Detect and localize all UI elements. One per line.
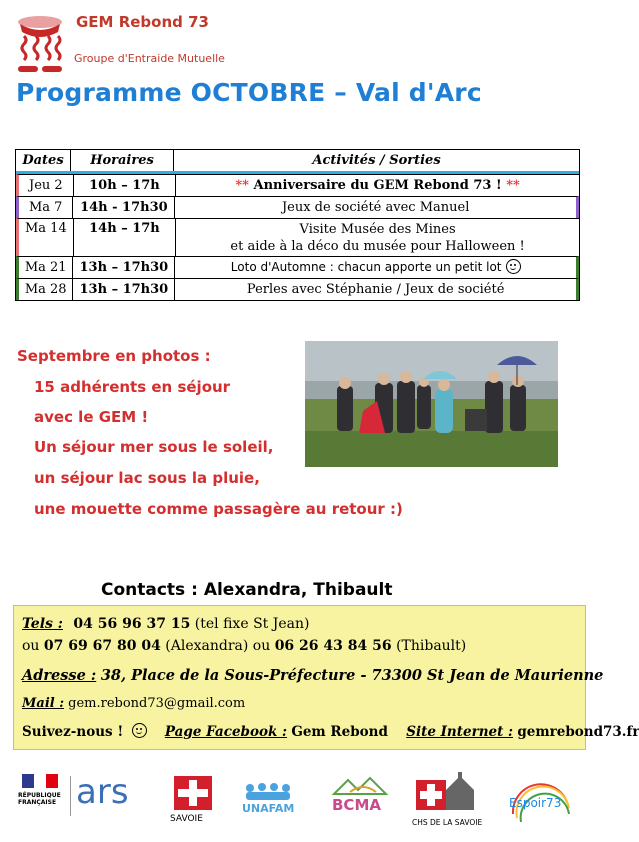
row-date: Ma 21 <box>24 260 67 275</box>
mail-label: Mail : <box>22 696 65 711</box>
row-hours: 13h – 17h30 <box>72 279 174 300</box>
follow-text: Suivez-nous ! <box>22 724 124 740</box>
address-line <box>22 667 603 684</box>
table-row <box>16 196 579 218</box>
phone-2[interactable]: 07 69 67 80 04 <box>43 638 161 654</box>
phone-1-note: (tel fixe St Jean) <box>194 616 310 632</box>
stars-left: ** <box>235 178 249 193</box>
bcma-text: BCMA <box>332 796 381 814</box>
row-hours: 13h – 17h30 <box>72 257 174 278</box>
row-activity <box>174 257 576 278</box>
tels-line <box>22 616 309 632</box>
republique-text-2: FRANÇAISE <box>18 799 57 806</box>
header-hours: Horaires <box>70 150 173 171</box>
chs-savoie-logo <box>410 772 483 830</box>
republique-text-1: RÉPUBLIQUE <box>18 792 61 799</box>
org-name: GEM Rebond 73 <box>76 13 209 31</box>
september-title: Septembre en photos : <box>17 347 211 365</box>
espoir-text: Espoir73 <box>509 796 562 810</box>
smiley-icon <box>132 723 147 738</box>
row-hours: 10h – 17h <box>73 175 175 196</box>
or-text: ou <box>22 638 40 654</box>
group-photo <box>305 341 558 467</box>
republique-francaise-logo <box>18 774 66 826</box>
address-label: Adresse : <box>22 667 97 684</box>
table-row <box>16 278 579 300</box>
unafam-logo <box>238 782 302 826</box>
activity-text: Anniversaire du GEM Rebond 73 ! <box>248 178 507 193</box>
table-row <box>16 174 579 196</box>
facebook-link[interactable]: Gem Rebond <box>291 724 388 740</box>
september-line: un séjour lac sous la pluie, <box>34 469 260 487</box>
september-line: 15 adhérents en séjour <box>34 378 231 396</box>
mail-line <box>22 696 245 711</box>
row-date: Jeu 2 <box>29 178 63 193</box>
ars-logo: ars <box>76 772 129 812</box>
table-header-row <box>16 150 579 174</box>
row-activity: Perles avec Stéphanie / Jeux de société <box>174 279 576 300</box>
savoie-text: SAVOIE <box>170 814 203 824</box>
row-hours: 14h – 17h <box>73 219 175 256</box>
table-row <box>16 218 579 256</box>
september-line: avec le GEM ! <box>34 408 149 426</box>
row-hours: 14h - 17h30 <box>72 197 174 218</box>
follow-line <box>22 723 639 740</box>
chs-text: CHS DE LA SAVOIE <box>412 818 483 827</box>
phone-1[interactable]: 04 56 96 37 15 <box>73 616 191 632</box>
bcma-logo <box>330 776 396 826</box>
facebook-label: Page Facebook : <box>164 724 288 740</box>
espoir73-logo <box>503 774 577 828</box>
phone-3[interactable]: 06 26 43 84 56 <box>274 638 392 654</box>
partner-logos <box>0 772 595 832</box>
row-date: Ma 14 <box>24 221 67 236</box>
row-activity: Jeux de société avec Manuel <box>174 197 576 218</box>
phone-2-note: (Alexandra) ou <box>165 638 271 654</box>
org-subtitle: Groupe d'Entraide Mutuelle <box>74 52 225 65</box>
smiley-icon <box>506 259 521 274</box>
page-title: Programme OCTOBRE – Val d'Arc <box>16 78 482 107</box>
activity-text: Loto d'Automne : chacun apporte un petit lot <box>230 260 502 274</box>
row-date: Ma 28 <box>24 282 67 297</box>
september-line: une mouette comme passagère au retour :) <box>34 500 403 518</box>
gem-rebond-logo <box>12 14 68 76</box>
activity-line-2: et aide à la déco du musée pour Halloween ! <box>230 238 525 254</box>
row-date: Ma 7 <box>28 200 63 215</box>
schedule-table <box>15 149 580 301</box>
contact-box <box>13 605 639 750</box>
address-text: 38, Place de la Sous-Préfecture - 73300 St Jean de Maurienne <box>100 667 604 684</box>
row-activity <box>175 219 579 256</box>
phone-3-note: (Thibault) <box>396 638 467 654</box>
contacts-title: Contacts : Alexandra, Thibault <box>101 580 393 600</box>
table-row <box>16 256 579 278</box>
tels-line-2 <box>22 638 466 654</box>
unafam-text: UNAFAM <box>242 802 295 815</box>
stars-right: ** <box>506 178 520 193</box>
row-activity <box>175 175 579 196</box>
savoie-logo <box>168 776 218 826</box>
activity-line-1: Visite Musée des Mines <box>299 221 456 237</box>
tels-label: Tels : <box>22 616 63 632</box>
header-activities: Activités / Sorties <box>173 150 579 171</box>
september-line: Un séjour mer sous le soleil, <box>34 438 274 456</box>
site-link[interactable]: gemrebond73.fr <box>517 724 639 740</box>
divider <box>70 776 71 816</box>
site-label: Site Internet : <box>406 724 514 740</box>
header-dates: Dates <box>16 150 70 171</box>
mail-link[interactable]: gem.rebond73@gmail.com <box>68 696 246 711</box>
